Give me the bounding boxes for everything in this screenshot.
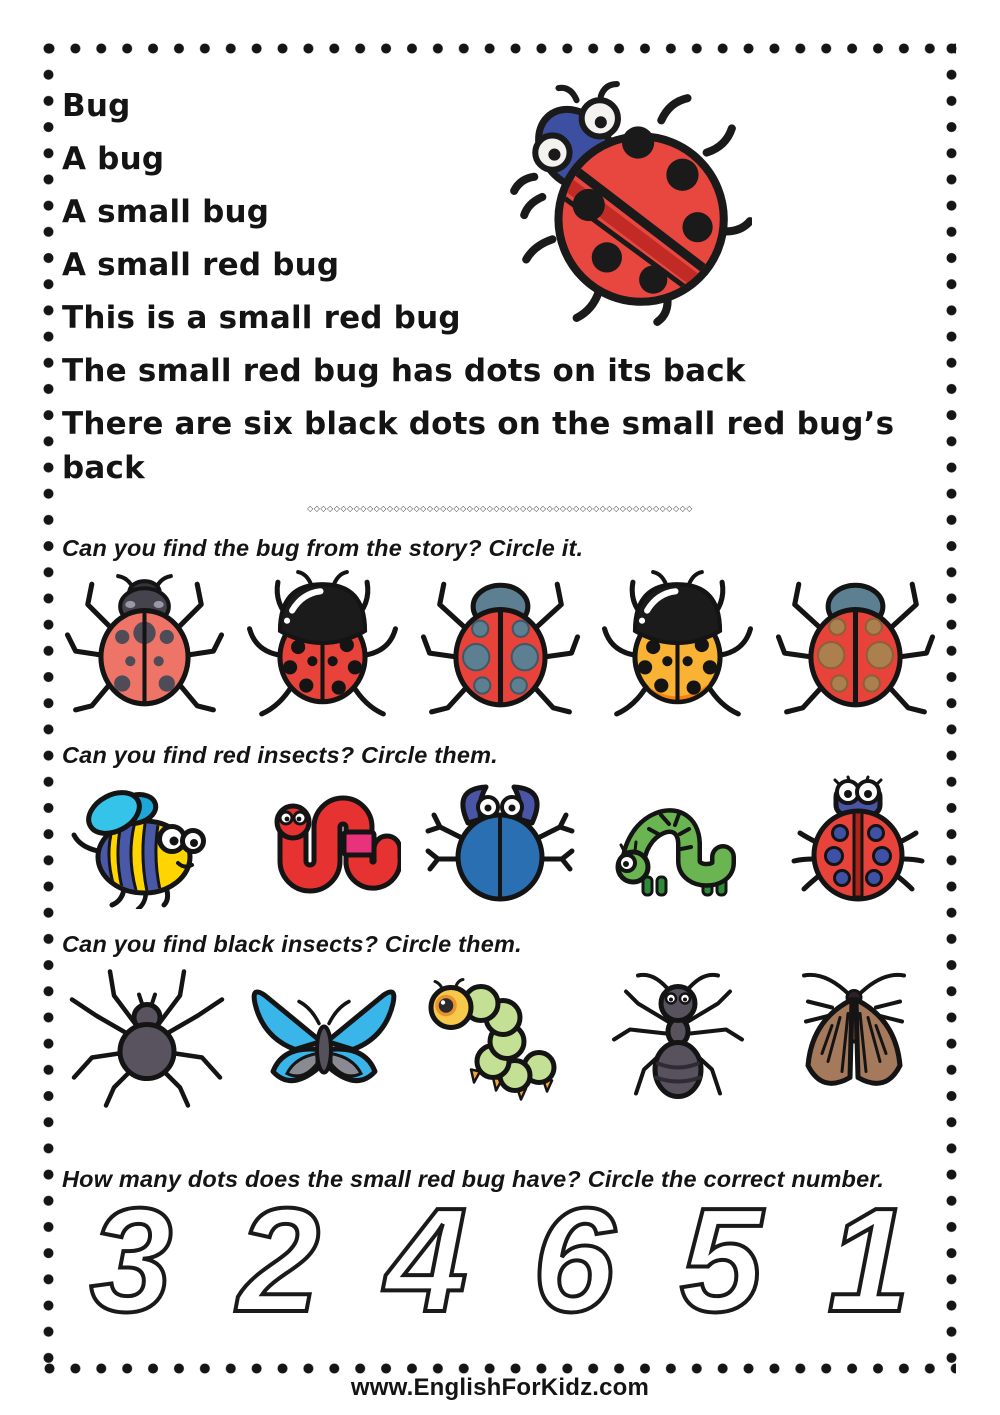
story-line: This is a small red bug [62, 300, 461, 337]
inchworm-icon [599, 775, 759, 909]
story-line: There are six black dots on the small red bug’s back [62, 406, 895, 487]
ladybug-slate-dots-icon [418, 568, 583, 720]
number-choice: 2 [237, 1178, 320, 1344]
butterfly-icon [239, 964, 409, 1112]
black-insects-row [62, 964, 938, 1112]
instruction-count-dots: How many dots does the small red bug have? Circle the correct number. [62, 1166, 885, 1193]
diamond-divider: ◇◇◇◇◇◇◇◇◇◇◇◇◇◇◇◇◇◇◇◇◇◇◇◇◇◇◇◇◇◇◇◇◇◇◇◇◇◇◇◇◇◇◇◇◇◇◇◇◇◇◇◇◇◇◇◇◇◇ [307, 504, 693, 514]
spider-icon [62, 964, 232, 1112]
website-footer: www.EnglishForKidz.com [350, 1374, 650, 1401]
caterpillar-icon [415, 964, 585, 1112]
worm-icon [241, 775, 401, 909]
ant-icon [592, 964, 762, 1112]
number-choice: 1 [827, 1178, 910, 1344]
ladybug-orange-icon [595, 568, 760, 720]
story-section [62, 84, 938, 490]
number-choice: 5 [680, 1178, 763, 1344]
instruction-find-black-insects: Can you find black insects? Circle them. [62, 931, 522, 958]
red-insects-row [62, 775, 938, 909]
ladybug-shiny-black-head-icon [240, 568, 405, 720]
story-line: A small bug [62, 194, 270, 231]
instruction-find-red-insects: Can you find red insects? Circle them. [62, 742, 498, 769]
blue-beetle-icon [420, 775, 580, 909]
instruction-find-story-bug: Can you find the bug from the story? Circle it. [62, 535, 584, 562]
moth-icon [768, 964, 938, 1112]
number-choice: 4 [385, 1178, 468, 1344]
hero-ladybug-illustration [500, 78, 752, 330]
story-line: The small red bug has dots on its back [62, 353, 746, 390]
number-choice: 3 [90, 1178, 173, 1344]
bee-icon [62, 775, 222, 909]
ladybug-icon [778, 775, 938, 909]
dotted-border-bottom [44, 1363, 956, 1374]
story-line: A bug [62, 141, 165, 178]
story-line: A small red bug [62, 247, 340, 284]
ladybug-brown-dots-icon [773, 568, 938, 720]
ladybug-pink-icon [62, 568, 227, 720]
ladybug-row [62, 568, 938, 720]
story-line: Bug [62, 88, 131, 124]
number-choice: 6 [532, 1178, 615, 1344]
